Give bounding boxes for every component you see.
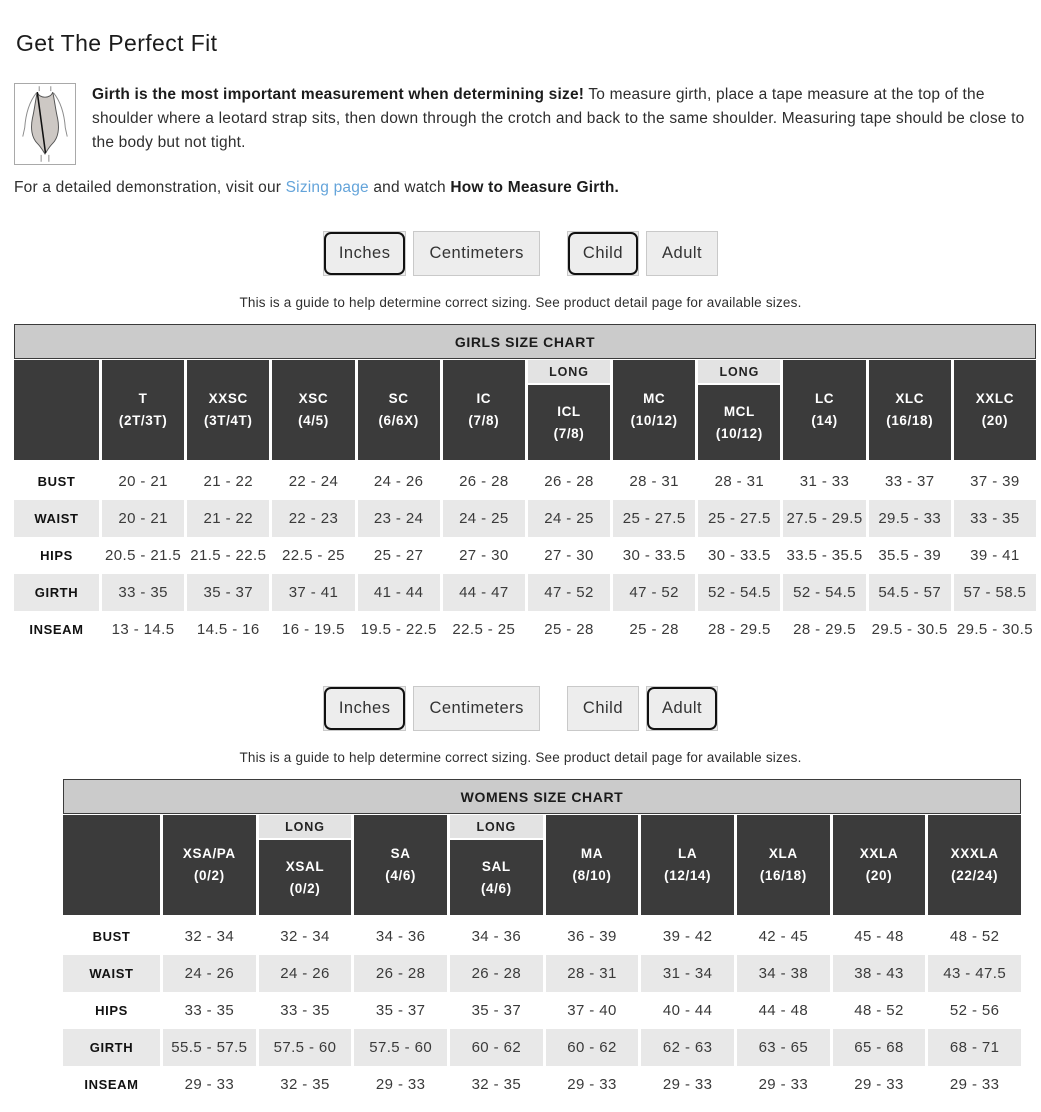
- size-cell: 57.5 - 60: [354, 1029, 447, 1066]
- size-cell: 52 - 54.5: [783, 574, 865, 611]
- womens-size-chart: [63, 779, 1021, 1103]
- long-label: LONG: [450, 815, 543, 838]
- column-header-xsal: [259, 815, 352, 915]
- size-cell: 32 - 35: [280, 1076, 330, 1093]
- corner-cell: [63, 815, 160, 915]
- size-range: (10/12): [630, 413, 678, 428]
- size-code: XXLC: [975, 391, 1015, 407]
- size-cell: 29.5 - 33: [869, 500, 951, 537]
- size-cell: 20 - 21: [102, 500, 184, 537]
- long-label: LONG: [528, 360, 610, 383]
- size-range: (0/2): [289, 880, 321, 896]
- demo-prefix: For a detailed demonstration, visit our: [14, 179, 286, 196]
- size-cell: 33 - 35: [954, 500, 1036, 537]
- long-label: LONG: [698, 360, 780, 383]
- girth-intro-rest: To measure girth, place a tape measure at the top of the shoulder where a leotard strap sits, then down through the crotch and back to the same shoulder. Measuring tape should be close to the body but not tight.: [92, 86, 1025, 152]
- size-cell: 60 - 62: [546, 1029, 639, 1066]
- size-cell: 54.5 - 57: [869, 574, 951, 611]
- column-header-icl: [528, 360, 610, 460]
- size-cell: 35 - 37: [187, 574, 269, 611]
- size-code: XLC: [895, 391, 925, 407]
- size-cell: 32 - 34: [184, 928, 235, 945]
- toggle-inches-button[interactable]: Inches: [323, 686, 407, 731]
- toggle-inches-button[interactable]: Inches: [323, 231, 407, 276]
- toggle-child-button[interactable]: Child: [567, 231, 639, 276]
- column-header-lc: [783, 360, 865, 460]
- size-code: LC: [814, 391, 835, 407]
- measure-girth-bold-text: How to Measure Girth.: [450, 179, 620, 196]
- size-cell: 52 - 54.5: [698, 574, 780, 611]
- column-header-xsc: [272, 360, 354, 460]
- size-range: (2T/3T): [118, 413, 168, 428]
- measurement-row-girth: [14, 574, 1036, 611]
- measurement-row-hips: [63, 992, 1021, 1029]
- size-cell: 57.5 - 60: [259, 1029, 352, 1066]
- girls-size-chart: [14, 324, 1036, 648]
- size-cell: 37 - 39: [970, 473, 1020, 490]
- column-header-xxxla: [928, 815, 1021, 915]
- size-cell: 22 - 24: [288, 473, 339, 490]
- size-cell: 30 - 33.5: [622, 547, 686, 564]
- size-cell: 37 - 41: [272, 574, 354, 611]
- size-cell: 20.5 - 21.5: [105, 547, 182, 564]
- size-cell: 24 - 25: [528, 500, 610, 537]
- column-header-xxsc: [187, 360, 269, 460]
- size-cell: 62 - 63: [641, 1029, 734, 1066]
- column-header-mc: [613, 360, 695, 460]
- size-cell: 34 - 36: [375, 928, 426, 945]
- size-cell: 38 - 43: [833, 955, 926, 992]
- toggle-adult-button[interactable]: Adult: [646, 231, 718, 276]
- girth-intro-section: [14, 83, 1027, 165]
- size-range: (6/6X): [378, 413, 419, 428]
- size-cell: 31 - 34: [641, 955, 734, 992]
- size-cell: 26 - 28: [354, 955, 447, 992]
- size-cell: 57 - 58.5: [954, 574, 1036, 611]
- size-code: XXSC: [208, 391, 248, 407]
- womens-unit-age-toggle-group: [14, 686, 1027, 731]
- measurement-row-waist: [63, 955, 1021, 992]
- size-cell: 24 - 25: [443, 500, 525, 537]
- size-cell: 21.5 - 22.5: [190, 547, 267, 564]
- size-cell: 14.5 - 16: [196, 621, 260, 638]
- size-cell: 25 - 27.5: [613, 500, 695, 537]
- size-range: (0/2): [193, 868, 225, 883]
- size-cell: 21 - 22: [203, 473, 254, 490]
- size-cell: 48 - 52: [949, 928, 1000, 945]
- size-cell: 29.5 - 30.5: [956, 621, 1033, 638]
- size-code: MC: [643, 391, 666, 407]
- size-cell: 44 - 47: [443, 574, 525, 611]
- size-cell: 41 - 44: [358, 574, 440, 611]
- size-range: (4/6): [385, 868, 417, 883]
- measurement-row-inseam: [63, 1066, 1021, 1103]
- size-cell: 36 - 39: [567, 928, 617, 945]
- column-header-mcl: [698, 360, 780, 460]
- size-cell: 16 - 19.5: [282, 621, 345, 638]
- column-header-sc: [358, 360, 440, 460]
- size-cell: 26 - 28: [544, 473, 594, 490]
- column-header-la: [641, 815, 734, 915]
- size-cell: 22 - 23: [272, 500, 354, 537]
- size-cell: 35 - 37: [375, 1002, 426, 1019]
- size-cell: 24 - 26: [163, 955, 256, 992]
- size-cell: 43 - 47.5: [928, 955, 1021, 992]
- size-cell: 63 - 65: [737, 1029, 830, 1066]
- size-cell: 42 - 45: [758, 928, 809, 945]
- column-header-xlc: [869, 360, 951, 460]
- size-cell: 33 - 35: [102, 574, 184, 611]
- column-header-xxlc: [954, 360, 1036, 460]
- size-cell: 27 - 30: [459, 547, 509, 564]
- measurement-row-bust: [63, 918, 1021, 955]
- toggle-adult-button[interactable]: Adult: [646, 686, 718, 731]
- womens-chart-title: WOMENS SIZE CHART: [63, 779, 1021, 814]
- measurement-row-inseam: [14, 611, 1036, 648]
- size-cell: 19.5 - 22.5: [360, 621, 437, 638]
- column-header-ic: [443, 360, 525, 460]
- size-code: IC: [476, 391, 492, 407]
- column-header-xla: [737, 815, 830, 915]
- toggle-centimeters-button[interactable]: Centimeters: [413, 686, 539, 731]
- girth-intro-text: [92, 83, 1027, 165]
- measurement-row-bust: [14, 463, 1036, 500]
- size-range: (8/10): [572, 868, 612, 883]
- measurement-row-hips: [14, 537, 1036, 574]
- size-cell: 24 - 26: [373, 473, 424, 490]
- column-header-ma: [546, 815, 639, 915]
- size-cell: 28 - 31: [546, 955, 639, 992]
- size-cell: 47 - 52: [613, 574, 695, 611]
- size-cell: 25 - 28: [629, 621, 679, 638]
- size-cell: 22.5 - 25: [282, 547, 345, 564]
- size-range: (20): [981, 413, 1009, 428]
- row-label: INSEAM: [84, 1077, 139, 1092]
- size-cell: 37 - 40: [567, 1002, 617, 1019]
- size-cell: 25 - 27.5: [698, 500, 780, 537]
- size-cell: 29 - 33: [375, 1076, 426, 1093]
- size-columns-header-row: [63, 815, 1021, 915]
- size-cell: 34 - 36: [471, 928, 522, 945]
- column-header-xsa-pa: [163, 815, 256, 915]
- row-label: GIRTH: [63, 1029, 160, 1066]
- size-cell: 29 - 33: [184, 1076, 235, 1093]
- size-cell: 23 - 24: [358, 500, 440, 537]
- column-header-t: [102, 360, 184, 460]
- size-cell: 47 - 52: [528, 574, 610, 611]
- size-code: XXXLA: [950, 846, 999, 862]
- size-range: (12/14): [664, 868, 712, 883]
- size-code: LA: [678, 846, 698, 862]
- corner-cell: [14, 360, 99, 460]
- size-cell: 30 - 33.5: [707, 547, 771, 564]
- size-cell: 29 - 33: [662, 1076, 713, 1093]
- size-cell: 27 - 30: [544, 547, 594, 564]
- size-cell: 31 - 33: [799, 473, 850, 490]
- row-label: WAIST: [14, 500, 99, 537]
- size-cell: 25 - 28: [544, 621, 594, 638]
- row-label: HIPS: [95, 1003, 128, 1018]
- column-header-xxla: [833, 815, 926, 915]
- size-cell: 29 - 33: [949, 1076, 1000, 1093]
- measurement-row-girth: [63, 1029, 1021, 1066]
- girls-chart-title: GIRLS SIZE CHART: [14, 324, 1036, 359]
- size-cell: 44 - 48: [758, 1002, 809, 1019]
- size-cell: 33 - 35: [184, 1002, 235, 1019]
- size-code: SC: [388, 391, 409, 407]
- size-range: (20): [865, 868, 893, 883]
- row-label: INSEAM: [29, 622, 84, 637]
- size-cell: 60 - 62: [450, 1029, 543, 1066]
- size-cell: 35.5 - 39: [878, 547, 942, 564]
- size-cell: 28 - 31: [629, 473, 679, 490]
- size-cell: 22.5 - 25: [452, 621, 516, 638]
- size-range: (4/6): [480, 880, 512, 896]
- size-code: MCL: [723, 403, 755, 419]
- sizing-demo-text: [14, 179, 1027, 197]
- size-code: XSC: [298, 391, 329, 407]
- size-code: T: [138, 391, 148, 407]
- row-label: GIRTH: [14, 574, 99, 611]
- size-range: (16/18): [759, 868, 807, 883]
- size-cell: 65 - 68: [833, 1029, 926, 1066]
- size-cell: 21 - 22: [187, 500, 269, 537]
- long-label: LONG: [259, 815, 352, 838]
- size-columns-header-row: [14, 360, 1036, 460]
- size-cell: 32 - 35: [471, 1076, 522, 1093]
- sizing-page-link[interactable]: Sizing page: [285, 179, 369, 196]
- girls-unit-age-toggle-group: [14, 231, 1027, 276]
- size-code: XSAL: [285, 858, 325, 874]
- size-cell: 55.5 - 57.5: [163, 1029, 256, 1066]
- size-cell: 24 - 26: [259, 955, 352, 992]
- size-range: (4/5): [298, 413, 329, 428]
- size-cell: 29.5 - 30.5: [871, 621, 948, 638]
- size-cell: 33.5 - 35.5: [786, 547, 863, 564]
- size-cell: 33 - 35: [280, 1002, 330, 1019]
- size-cell: 45 - 48: [854, 928, 904, 945]
- size-range: (3T/4T): [204, 413, 253, 428]
- row-label: BUST: [92, 929, 131, 944]
- size-cell: 33 - 37: [884, 473, 935, 490]
- size-range: (7/8): [468, 413, 500, 428]
- size-cell: 35 - 37: [471, 1002, 522, 1019]
- size-cell: 20 - 21: [118, 473, 168, 490]
- size-code: SA: [390, 846, 411, 862]
- measurement-row-waist: [14, 500, 1036, 537]
- size-cell: 39 - 42: [662, 928, 713, 945]
- page-title: Get The Perfect Fit: [16, 30, 218, 56]
- size-cell: 40 - 44: [662, 1002, 713, 1019]
- size-cell: 29 - 33: [854, 1076, 904, 1093]
- size-cell: 48 - 52: [854, 1002, 904, 1019]
- size-cell: 27.5 - 29.5: [783, 500, 865, 537]
- size-cell: 68 - 71: [928, 1029, 1021, 1066]
- size-cell: 25 - 27: [373, 547, 424, 564]
- size-cell: 29 - 33: [567, 1076, 617, 1093]
- size-cell: 13 - 14.5: [111, 621, 175, 638]
- girls-guide-note: This is a guide to help determine correct sizing. See product detail page for available sizes.: [239, 295, 802, 310]
- size-code: XXLA: [859, 846, 899, 862]
- size-cell: 26 - 28: [450, 955, 543, 992]
- size-cell: 52 - 56: [949, 1002, 1000, 1019]
- size-code: XSA/PA: [182, 846, 236, 862]
- size-cell: 28 - 29.5: [793, 621, 856, 638]
- column-header-sa: [354, 815, 447, 915]
- toggle-centimeters-button[interactable]: Centimeters: [413, 231, 539, 276]
- size-code: MA: [580, 846, 604, 862]
- size-cell: 28 - 29.5: [707, 621, 771, 638]
- size-range: (10/12): [715, 425, 763, 441]
- size-code: XLA: [768, 846, 798, 862]
- womens-guide-note: This is a guide to help determine correct sizing. See product detail page for available sizes.: [239, 750, 802, 765]
- row-label: BUST: [37, 474, 76, 489]
- toggle-child-button[interactable]: Child: [567, 686, 639, 731]
- size-range: (16/18): [886, 413, 934, 428]
- size-cell: 32 - 34: [280, 928, 330, 945]
- size-cell: 34 - 38: [737, 955, 830, 992]
- size-cell: 26 - 28: [459, 473, 509, 490]
- size-cell: 29 - 33: [758, 1076, 809, 1093]
- leotard-measurement-icon: [14, 83, 76, 165]
- demo-middle: and watch: [368, 179, 451, 196]
- size-code: ICL: [557, 403, 581, 419]
- size-code: SAL: [481, 858, 511, 874]
- size-range: (22/24): [951, 868, 999, 883]
- size-range: (14): [811, 413, 838, 428]
- row-label: HIPS: [40, 548, 73, 563]
- size-cell: 28 - 31: [714, 473, 765, 490]
- size-cell: 39 - 41: [970, 547, 1020, 564]
- row-label: WAIST: [63, 955, 160, 992]
- size-range: (7/8): [553, 425, 585, 441]
- column-header-sal: [450, 815, 543, 915]
- girth-intro-bold: Girth is the most important measurement when determining size!: [92, 86, 585, 103]
